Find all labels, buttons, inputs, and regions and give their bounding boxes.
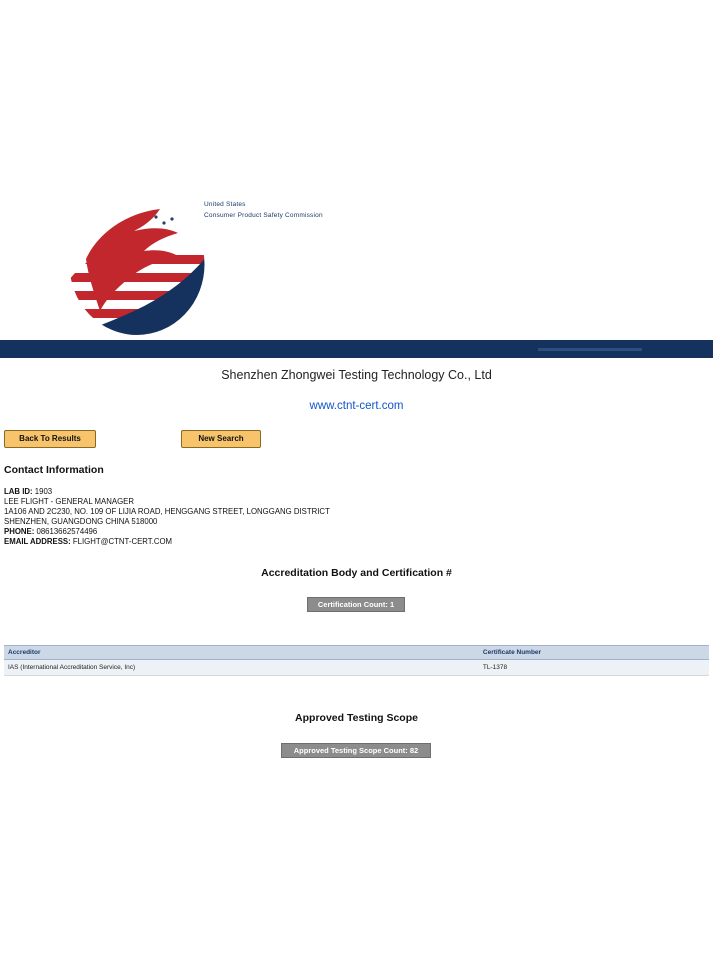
table-header-row [4,646,709,660]
masthead [0,188,713,340]
navy-divider-bar [0,340,713,358]
certification-count-badge: Certification Count: 1 [307,597,405,612]
agency-line-1: United States [204,201,246,208]
back-to-results-button[interactable]: Back To Results [4,430,96,448]
lab-id-value: 1903 [34,487,53,496]
address-line-2: SHENZHEN, GUANGDONG CHINA 518000 [4,516,158,526]
approved-testing-scope-heading: Approved Testing Scope [295,712,418,724]
new-search-button[interactable]: New Search [181,430,261,448]
column-header-accreditor: Accreditor [4,646,479,660]
navy-bar-accent [538,348,642,351]
lab-id-label: LAB ID: [4,487,33,496]
phone-row [4,527,330,537]
lab-website-link[interactable]: www.ctnt-cert.com [309,400,404,412]
contact-information-heading: Contact Information [4,464,104,476]
lab-name: Shenzhen Zhongwei Testing Technology Co., Ltd [221,368,492,382]
accreditation-table [4,645,709,676]
approved-testing-scope-count-badge: Approved Testing Scope Count: 82 [281,743,431,758]
table-row [4,660,709,676]
agency-line-2: Consumer Product Safety Commission [204,212,323,220]
lab-id-row [4,487,330,497]
email-value: FLIGHT@CTNT-CERT.COM [72,536,173,546]
email-row [4,537,330,547]
column-header-certificate-number: Certificate Number [479,646,709,660]
contact-person: LEE FLIGHT - GENERAL MANAGER [4,496,134,506]
phone-value: 08613662574496 [36,526,98,536]
cpsc-seal-icon [68,193,206,336]
email-label: EMAIL ADDRESS: [4,536,71,546]
accreditation-heading: Accreditation Body and Certification # [261,567,452,579]
address-line-1: 1A106 AND 2C230, NO. 109 OF LIJIA ROAD, HENGGANG STREET, LONGGANG DISTRICT [4,506,330,516]
agency-name [204,199,323,222]
contact-information-block [4,487,330,547]
phone-label: PHONE: [4,526,35,536]
cell-accreditor: IAS (International Accreditation Service, Inc) [4,660,479,676]
cell-certificate-number: TL-1378 [479,660,709,676]
